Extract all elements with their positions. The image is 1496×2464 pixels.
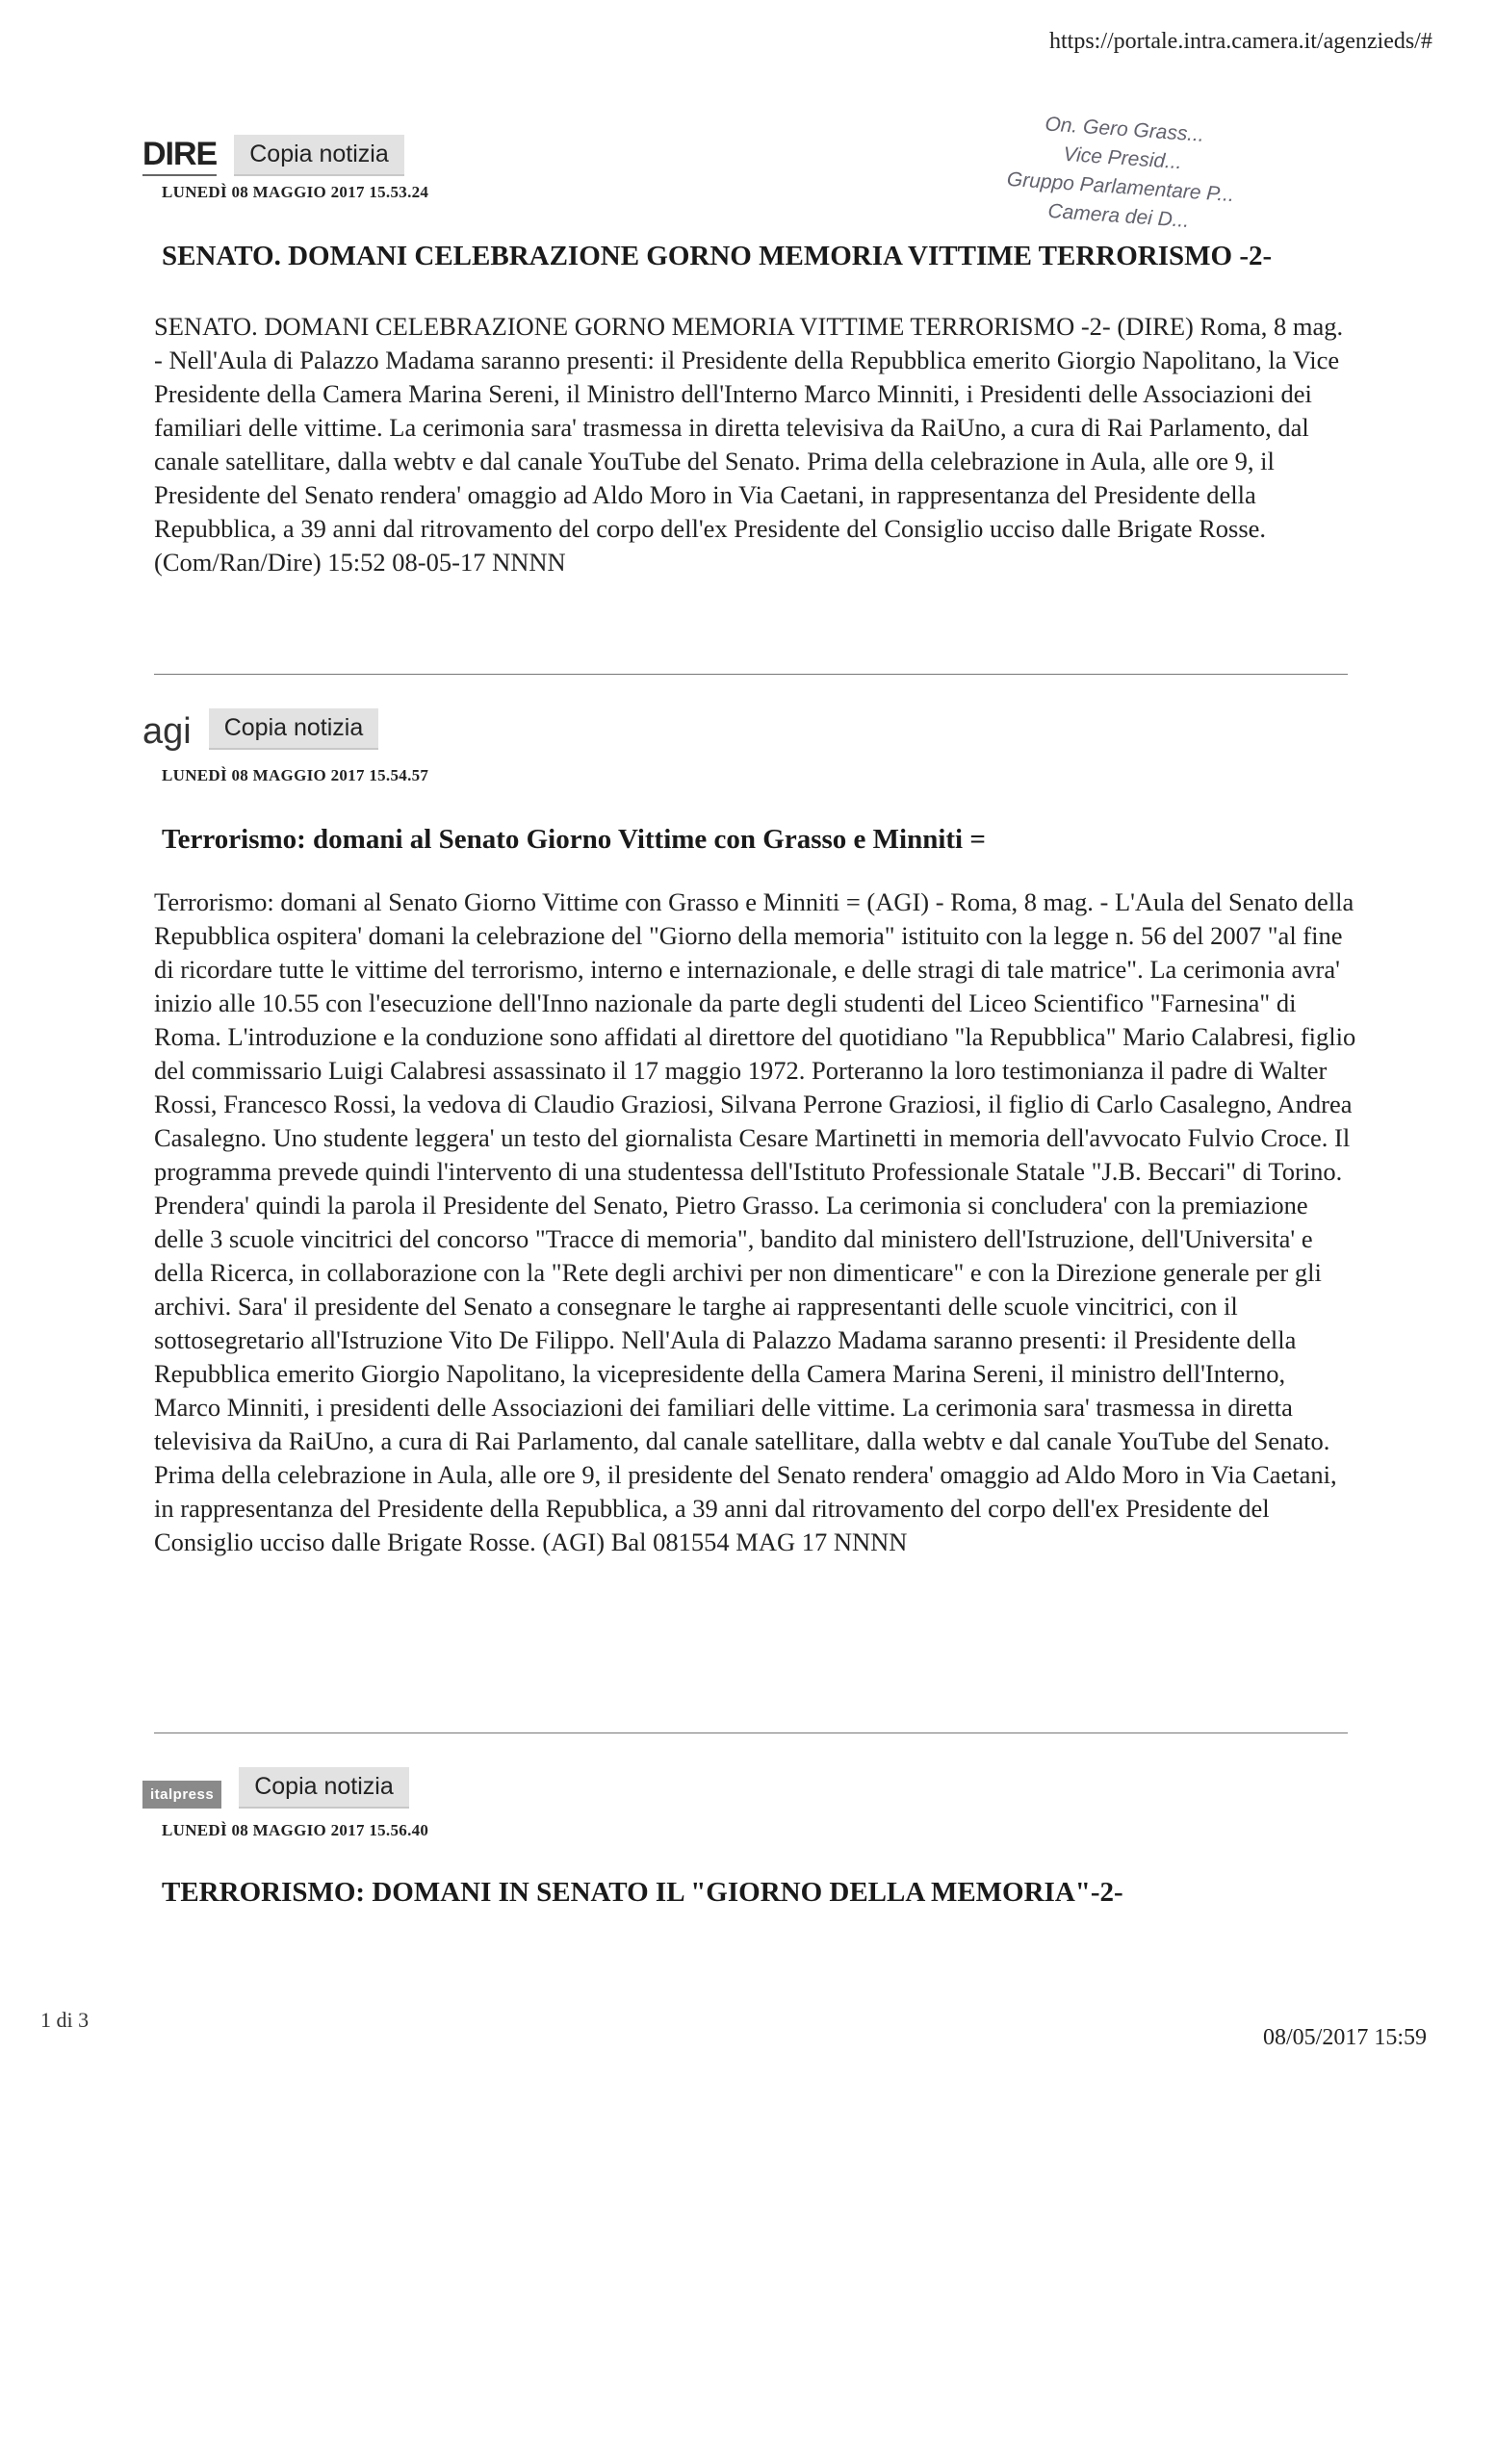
stamp-line: On. Gero Grass...: [1044, 113, 1205, 146]
article-body: SENATO. DOMANI CELEBRAZIONE GORNO MEMORIA VITTIME TERRORISMO -2- (DIRE) Roma, 8 mag. - Nell'Aula di Palazzo Madama saranno presenti: il Presidente della Repubblica emerito Giorgio Napolitano, la Vice Presidente della Camera Marina Sereni, il Ministro dell'Interno Marco Minniti, i Presidenti delle Associazioni dei familiari delle vittime. La cerimonia sara' trasmessa in diretta televisiva da RaiUno, a cura di Rai Parlamento, dal canale satellitare, dalla webtv e dal canale YouTube del Senato. Prima della celebrazione in Aula, alle ore 9, il Presidente del Senato rendera' omaggio ad Aldo Moro in Via Caetani, in rappresentanza del Presidente della Repubblica, a 39 anni dal ritrovamento del corpo dell'ex Presidente del Consiglio ucciso dalle Brigate Rosse. (Com/Ran/Dire) 15:52 08-05-17 NNNN: [154, 312, 1344, 577]
stamp-line: Vice Presid...: [1062, 142, 1183, 174]
stamp-line: Camera dei D...: [1046, 199, 1191, 232]
page-number: 1 di 3: [40, 2008, 90, 2032]
article-source-row: [142, 1767, 409, 1809]
article-datetime: LUNEDÌ 08 MAGGIO 2017 15.54.57: [162, 766, 429, 784]
copy-news-button[interactable]: Copia notizia: [209, 708, 379, 750]
print-date: 08/05/2017 15:59: [1263, 2025, 1428, 2050]
article-body: Terrorismo: domani al Senato Giorno Vittime con Grasso e Minniti = (AGI) - Roma, 8 mag. - L'Aula del Senato della Repubblica ospitera' domani la celebrazione del "Giorno della memoria" istituito con la legge n. 56 del 2007 "al fine di ricordare tutte le vittime del terrorismo, interno e internazionale, e delle stragi di tale matrice". La cerimonia avra' inizio alle 10.55 con l'esecuzione dell'Inno nazionale da parte degli studenti del Liceo Scientifico "Farnesina" di Roma. L'introduzione e la conduzione sono affidati al direttore del quotidiano "la Repubblica" Mario Calabresi, figlio del commissario Luigi Calabresi assassinato il 17 maggio 1972. Porteranno la loro testimonianza il padre di Walter Rossi, Francesco Rossi, la vedova di Claudio Graziosi, Silvana Perrone Graziosi, il figlio di Carlo Casalegno, Andrea Casalegno. Uno studente leggera' un testo del giornalista Cesare Martinetti in memoria dell'avvocato Fulvio Croce. Il programma prevede quindi l'intervento di una studentessa dell'Istituto Professionale Statale "J.B. Beccari" di Torino. Prendera' quindi la parola il Presidente del Senato, Pietro Grasso. La cerimonia si concludera' con la premiazione delle 3 scuole vincitrici del concorso "Tracce di memoria", bandito dal ministero dell'Istruzione, dell'Universita' e della Ricerca, in collaborazione con la "Rete degli archivi per non dimenticare" e con la Direzione generale per gli archivi. Sara' il presidente del Senato a consegnare le targhe ai rappresentanti delle scuole vincitrici, con il sottosegretario all'Istruzione Vito De Filippo. Nell'Aula di Palazzo Madama saranno presenti: il Presidente della Repubblica emerito Giorgio Napolitano, la vicepresidente della Camera Marina Sereni, il ministro dell'Interno, Marco Minniti, i presidenti delle Associazioni dei familiari delle vittime. La cerimonia sara' trasmessa in diretta televisiva da RaiUno, a cura di Rai Parlamento, dal canale satellitare, dalla webtv e dal canale YouTube del Senato. Prima della celebrazione in Aula, alle ore 9, il presidente del Senato rendera' omaggio ad Aldo Moro in Via Caetani, in rappresentanza del Presidente della Repubblica, a 39 anni dal ritrovamento del corpo dell'ex Presidente del Consiglio ucciso dalle Brigate Rosse. (AGI) Bal 081554 MAG 17 NNNN: [154, 887, 1356, 1556]
article-divider: [154, 674, 1348, 675]
copy-news-button[interactable]: Copia notizia: [239, 1767, 409, 1809]
copy-news-button[interactable]: Copia notizia: [234, 135, 404, 176]
article-divider: [154, 1732, 1348, 1733]
article-source-row: [142, 708, 378, 750]
article-headline: SENATO. DOMANI CELEBRAZIONE GORNO MEMORIA VITTIME TERRORISMO -2-: [162, 241, 1273, 271]
italpress-logo: italpress: [142, 1781, 221, 1809]
article-headline: TERRORISMO: DOMANI IN SENATO IL "GIORNO DELLA MEMORIA"-2-: [162, 1877, 1123, 1908]
stamp-line: Gruppo Parlamentare P...: [1006, 167, 1235, 207]
article-headline: Terrorismo: domani al Senato Giorno Vittime con Grasso e Minniti =: [162, 824, 986, 855]
deputy-stamp: [959, 105, 1284, 243]
page-url: https://portale.intra.camera.it/agenzieds/#: [1049, 29, 1432, 54]
article-datetime: LUNEDÌ 08 MAGGIO 2017 15.56.40: [162, 1821, 429, 1839]
article-source-row: [142, 135, 404, 176]
dire-logo: DIRE: [142, 138, 217, 176]
article-datetime: LUNEDÌ 08 MAGGIO 2017 15.53.24: [162, 183, 429, 201]
agi-logo: agi: [142, 711, 192, 752]
